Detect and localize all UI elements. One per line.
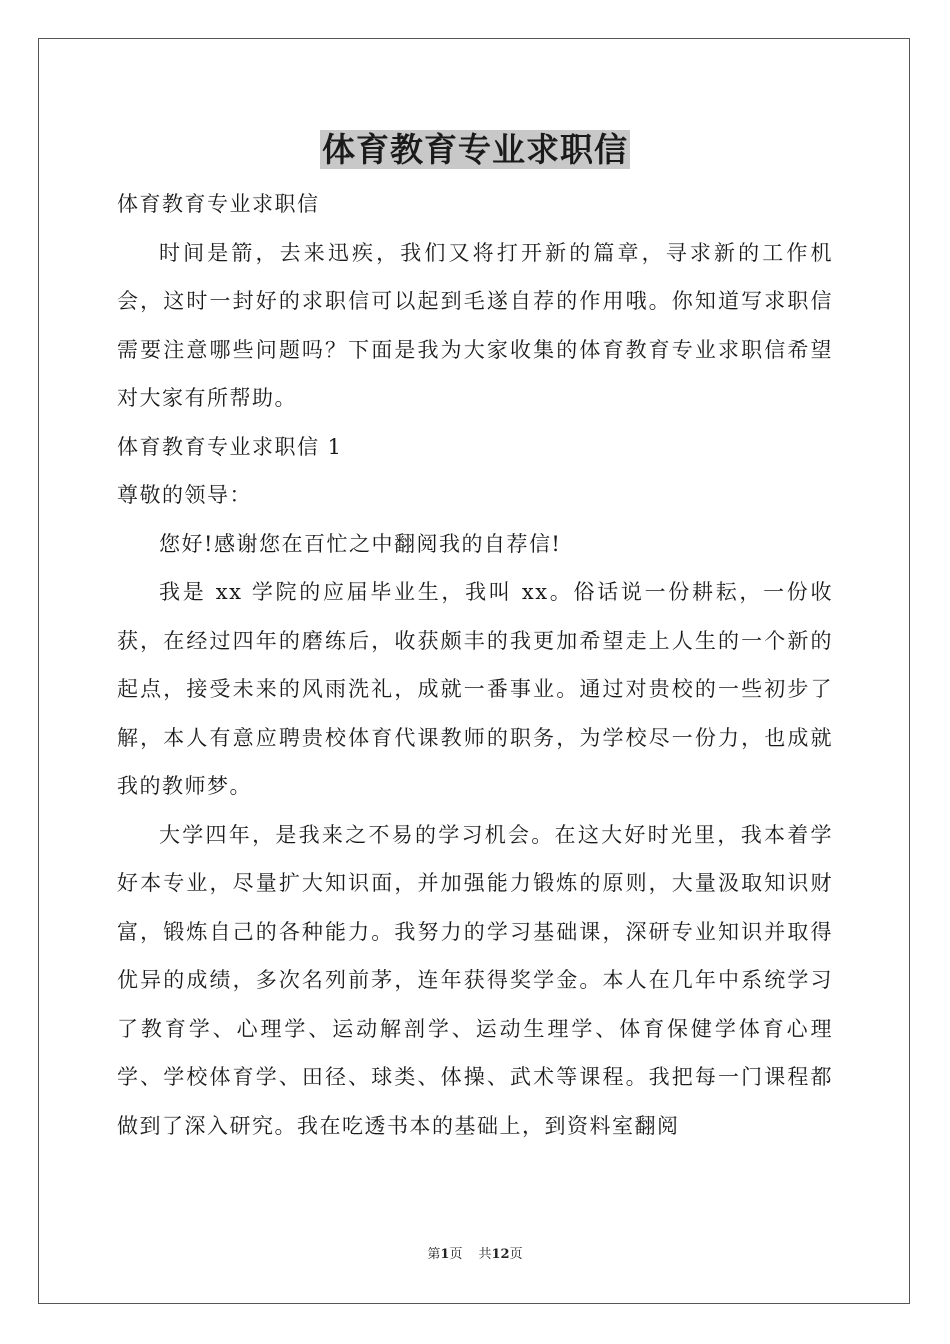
page-footer xyxy=(0,1246,950,1264)
footer-total-prefix: 共 xyxy=(478,1247,492,1262)
section-heading: 体育教育专业求职信 1 xyxy=(117,434,343,459)
footer-page-prefix: 第 xyxy=(427,1247,441,1262)
intro-paragraph: 时间是箭，去来迅疾，我们又将打开新的篇章，寻求新的工作机会，这时一封好的求职信可以起到毛遂自荐的作用哦。你知道写求职信需要注意哪些问题吗？下面是我为大家收集的体育教育专业求职信希望对大家有所帮助。 xyxy=(117,240,833,410)
salutation: 尊敬的领导： xyxy=(117,483,252,507)
document-title-text: 体育教育专业求职信 xyxy=(322,130,628,169)
document-body xyxy=(117,180,833,1150)
footer-total-unit: 页 xyxy=(509,1247,523,1262)
greeting-paragraph: 您好!感谢您在百忙之中翻阅我的自荐信! xyxy=(159,531,562,556)
body-paragraph-2: 大学四年，是我来之不易的学习机会。在这大好时光里，我本着学好本专业，尽量扩大知识面，并加强能力锻炼的原则，大量汲取知识财富，锻炼自己的各种能力。我努力的学习基础课，深研专业知识并取得优异的成绩，多次名列前茅，连年获得奖学金。本人在几年中系统学习了教育学、心理学、运动解剖学、运动生理学、体育保健学体育心理学、学校体育学、田径、球类、体操、武术等课程。我把每一门课程都做到了深入研究。我在吃透书本的基础上，到资料室翻阅 xyxy=(117,822,833,1138)
body-paragraph-1: 我是 xx 学院的应届毕业生，我叫 xx。俗话说一份耕耘，一份收获，在经过四年的磨练后，收获颇丰的我更加希望走上人生的一个新的起点，接受未来的风雨洗礼，成就一番事业。通过对贵校的一些初步了解，本人有意应聘贵校体育代课教师的职务，为学校尽一份力，也成就我的教师梦。 xyxy=(117,580,833,798)
footer-page-unit: 页 xyxy=(449,1247,463,1262)
footer-page-number: 1 xyxy=(440,1247,450,1262)
document-title xyxy=(0,128,950,172)
footer-total-pages: 12 xyxy=(491,1247,510,1262)
document-subtitle: 体育教育专业求职信 xyxy=(117,192,320,216)
